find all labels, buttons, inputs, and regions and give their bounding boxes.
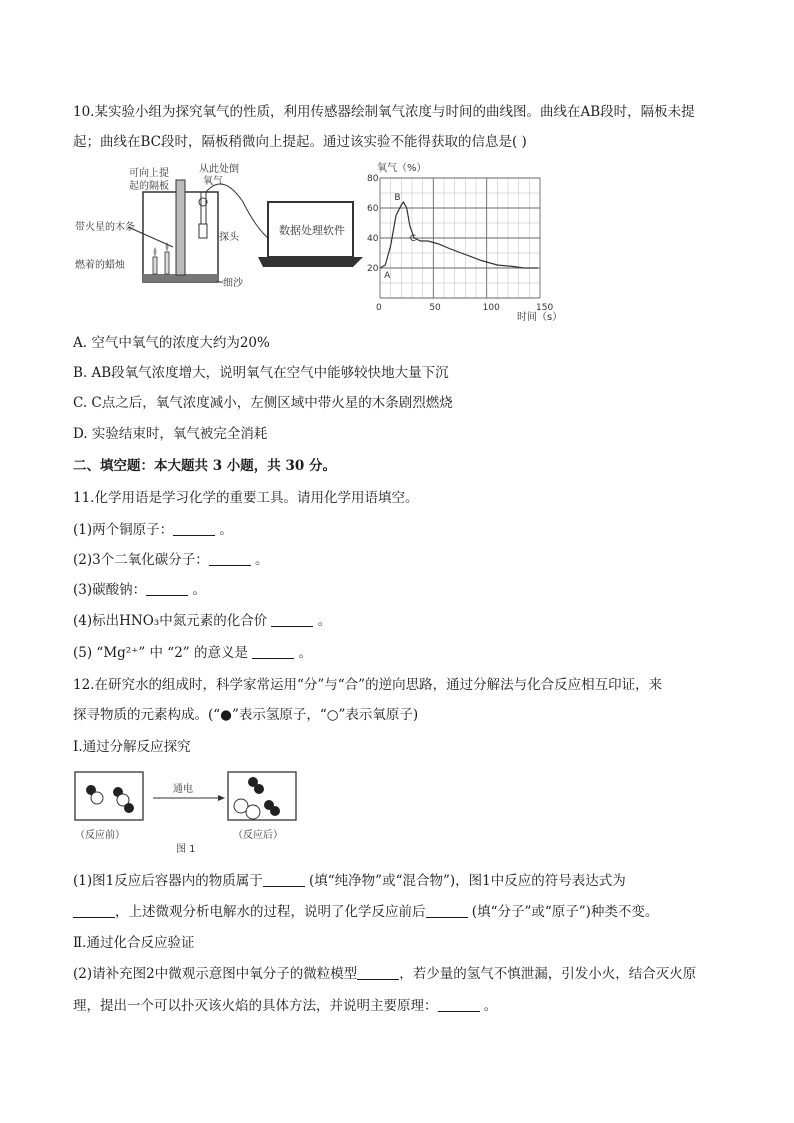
fig1-before-label: （反应前） <box>75 830 125 841</box>
label-movable-partition: 可向上提 <box>129 168 169 179</box>
q12-sub2-line2 <box>73 996 497 1016</box>
answer-blank[interactable] <box>426 903 468 918</box>
q10-option-c: C. C点之后，氧气浓度减小，左侧区域中带火星的木条剧烈燃烧 <box>73 395 453 411</box>
chart-x-tick-label: 100 <box>482 303 500 313</box>
q11-item-5-prefix: (5) “Mg²⁺” 中 “2” 的意义是 <box>73 645 248 661</box>
q10-option-b: B. AB段氧气浓度增大，说明氧气在空气中能够较快地大量下沉 <box>73 365 449 381</box>
chart-x-tick-label: 50 <box>429 303 441 313</box>
label-movable-partition-2: 起的隔板 <box>129 181 169 192</box>
q12-sub1-line2-b: (填“分子”或“原子”)种类不变。 <box>471 904 659 920</box>
q12-part1-heading: Ⅰ.通过分解反应探究 <box>73 739 191 755</box>
q11-item-3 <box>73 580 206 600</box>
q11-stem: 11.化学用语是学习化学的重要工具。请用化学用语填空。 <box>73 490 419 506</box>
chart-series-line <box>380 202 538 268</box>
label-oxygen-inlet-2: 氧气 <box>203 176 223 187</box>
fig1-caption: 图 1 <box>176 844 196 855</box>
answer-blank[interactable] <box>146 581 188 596</box>
label-probe: 探头 <box>219 232 239 243</box>
answer-blank[interactable] <box>173 521 215 536</box>
q12-part2-heading: Ⅱ.通过化合反应验证 <box>73 935 195 951</box>
figure-1-molecular-diagram <box>73 770 313 860</box>
q11-item-3-suffix: 。 <box>192 582 206 598</box>
label-candle: 燃着的蜡烛 <box>75 260 125 271</box>
answer-blank[interactable] <box>252 644 294 659</box>
answer-blank[interactable] <box>263 872 305 887</box>
chart-x-tick-label: 0 <box>376 303 382 313</box>
q12-sub1-line1-a: (1)图1反应后容器内的物质属于 <box>73 873 263 889</box>
q12-sub1-line1 <box>73 871 626 891</box>
chart-y-tick-label: 60 <box>367 204 379 214</box>
fig1-arrow-label: 通电 <box>173 784 193 795</box>
q11-item-4-prefix: (4)标出HNO₃中氮元素的化合价 <box>73 613 268 629</box>
section2-heading: 二、填空题：本大题共 3 小题，共 30 分。 <box>73 458 336 474</box>
q11-item-5 <box>73 643 312 663</box>
q11-item-4 <box>73 611 331 631</box>
q10-option-d: D. 实验结束时，氧气被完全消耗 <box>73 426 268 442</box>
label-splint: 带火星的木条 <box>75 222 135 233</box>
q12-sub2-line1 <box>73 964 696 984</box>
q12-stem-line2: 探寻物质的元素构成。(“●”表示氢原子，“○”表示氧原子) <box>73 707 419 723</box>
answer-blank[interactable] <box>73 903 115 918</box>
answer-blank[interactable] <box>438 997 480 1012</box>
q12-sub2-line2-b: 。 <box>483 998 498 1014</box>
answer-blank[interactable] <box>209 551 251 566</box>
q12-sub2-line1-a: (2)请补充图2中微观示意图中氧分子的微粒模型 <box>73 966 358 982</box>
q12-sub1-line1-b: (填“纯净物”或“混合物”)，图1中反应的符号表达式为 <box>309 873 626 889</box>
q12-sub2-line2-a: 理，提出一个可以扑灭该火焰的具体方法，并说明主要原理： <box>73 998 438 1014</box>
q12-sub2-line1-b: ，若少量的氢气不慎泄漏，引发小火，结合灭火原 <box>399 966 697 982</box>
q11-item-4-suffix: 。 <box>317 613 332 629</box>
chart-ylabel: 氧气（%） <box>377 163 427 174</box>
q12-sub1-line2 <box>73 902 658 922</box>
chart-grid <box>380 178 540 298</box>
chart-x-tick-label: 150 <box>536 303 554 313</box>
q12-stem-line1: 12.在研究水的组成时，科学家常运用“分”与“合”的逆向思路，通过分解法与化合反应相互印证，来 <box>73 677 663 693</box>
label-oxygen-inlet: 从此处倒 <box>199 164 239 175</box>
answer-blank[interactable] <box>271 612 313 627</box>
fig1-after-label: （反应后） <box>233 830 283 841</box>
chart-point-label-b: B <box>394 193 401 203</box>
q11-item-3-prefix: (3)碳酸钠： <box>73 582 147 598</box>
chart-xlabel: 时间（s） <box>517 312 563 323</box>
q10-option-a: A. 空气中氧气的浓度大约为20% <box>73 335 270 351</box>
chart-y-tick-label: 40 <box>367 234 379 244</box>
q10-stem-line2: 起；曲线在BC段时，隔板稍微向上提起。通过该实验不能得获取的信息是( ) <box>73 134 527 150</box>
chart-y-tick-label: 80 <box>367 174 379 184</box>
apparatus-figure <box>73 162 363 302</box>
q11-item-5-suffix: 。 <box>298 645 313 661</box>
label-sand: 细沙 <box>223 278 243 289</box>
q12-sub1-line2-a: ，上述微观分析电解水的过程，说明了化学反应前后 <box>115 904 426 920</box>
chart-y-tick-label: 20 <box>367 264 379 274</box>
answer-blank[interactable] <box>357 965 399 980</box>
chart-point-label-a: A <box>384 271 391 281</box>
oxygen-concentration-chart <box>365 160 563 325</box>
q10-stem-line1: 10.某实验小组为探究氧气的性质，利用传感器绘制氧气浓度与时间的曲线图。曲线在AB段时，隔板未提 <box>73 104 695 120</box>
chart-point-label-c: C <box>409 234 417 244</box>
q11-item-2-suffix: 。 <box>255 552 269 568</box>
label-software: 数据处理软件 <box>279 224 345 237</box>
q11-item-1 <box>73 520 233 540</box>
q11-item-2 <box>73 550 269 570</box>
q11-item-1-suffix: 。 <box>219 522 233 538</box>
q11-item-1-prefix: (1)两个铜原子： <box>73 522 174 538</box>
q11-item-2-prefix: (2)3个二氧化碳分子： <box>73 552 209 568</box>
